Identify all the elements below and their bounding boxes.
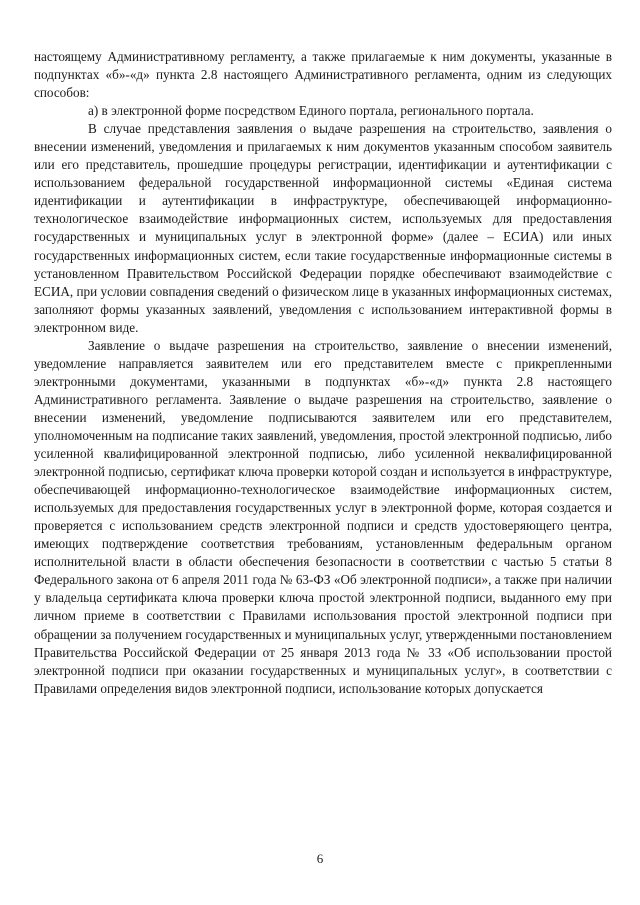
paragraph-option-a: а) в электронной форме посредством Единого портала, регионального портала. [88, 103, 534, 119]
document-body [34, 48, 612, 698]
paragraph-continuation: настоящему Административному регламенту, а также прилагаемые к ним документы, указанные в подпунктах «б»-«д» пункта 2.8 настоящего Административного регламента, одним из следующих способов: [34, 49, 612, 101]
paragraph-esia: В случае представления заявления о выдаче разрешения на строительство, заявления о внесении изменений, уведомления и прилагаемых к ним документов указанным способом заявитель или его представитель, прошедшие процедуры регистрации, идентификации и аутентификации с использованием федеральной государственной информационной системы «Единая система идентификации и аутентификации в инфраструктуре, обеспечивающей информационно-технологическое взаимодействие информационных систем, используемых для предоставления государственных и муниципальных услуг в электронной форме» (далее – ЕСИА) или иных государственных информационных систем, если такие государственные информационные системы в установленном Правительством Российской Федерации порядке обеспечивают взаимодействие с ЕСИА, при условии совпадения сведений о физическом лице в указанных информационных системах, заполняют формы указанных заявлений, уведомления с использованием интерактивной формы в электронном виде. [34, 121, 612, 335]
paragraph-signature: Заявление о выдаче разрешения на строительство, заявление о внесении изменений, уведомление направляется заявителем или его представителем вместе с прикрепленными электронными документами, указанными в подпунктах «б»-«д» пункта 2.8 настоящего Административного регламента. Заявление о выдаче разрешения на строительство, заявление о внесении изменений, уведомление подписываются заявителем или его представителем, уполномоченным на подписание таких заявлений, уведомления, простой электронной подписью, либо усиленной квалифицированной электронной подписью, либо усиленной неквалифицированной электронной подписью, сертификат ключа проверки которой создан и используется в инфраструктуре, обеспечивающей информационно-технологическое взаимодействие информационных систем, используемых для предоставления государственных услуг в электронной форме, которая создается и проверяется с использованием средств электронной подписи и средств удостоверяющего центра, имеющих подтверждение соответствия требованиям, установленным федеральным органом исполнительной власти в области обеспечения безопасности в соответствии с частью 5 статьи 8 Федерального закона от 6 апреля 2011 года № 63-ФЗ «Об электронной подписи», а также при наличии у владельца сертификата ключа проверки ключа простой электронной подписи, выданного ему при личном приеме в соответствии с Правилами использования простой электронной подписи при обращении за получением государственных и муниципальных услуг, утвержденными постановлением Правительства Российской Федерации от 25 января 2013 года № 33 «Об использовании простой электронной подписи при оказании государственных и муниципальных услуг», в соответствии с Правилами определения видов электронной подписи, использование которых допускается [34, 337, 612, 696]
page-number: 6 [316, 851, 324, 866]
